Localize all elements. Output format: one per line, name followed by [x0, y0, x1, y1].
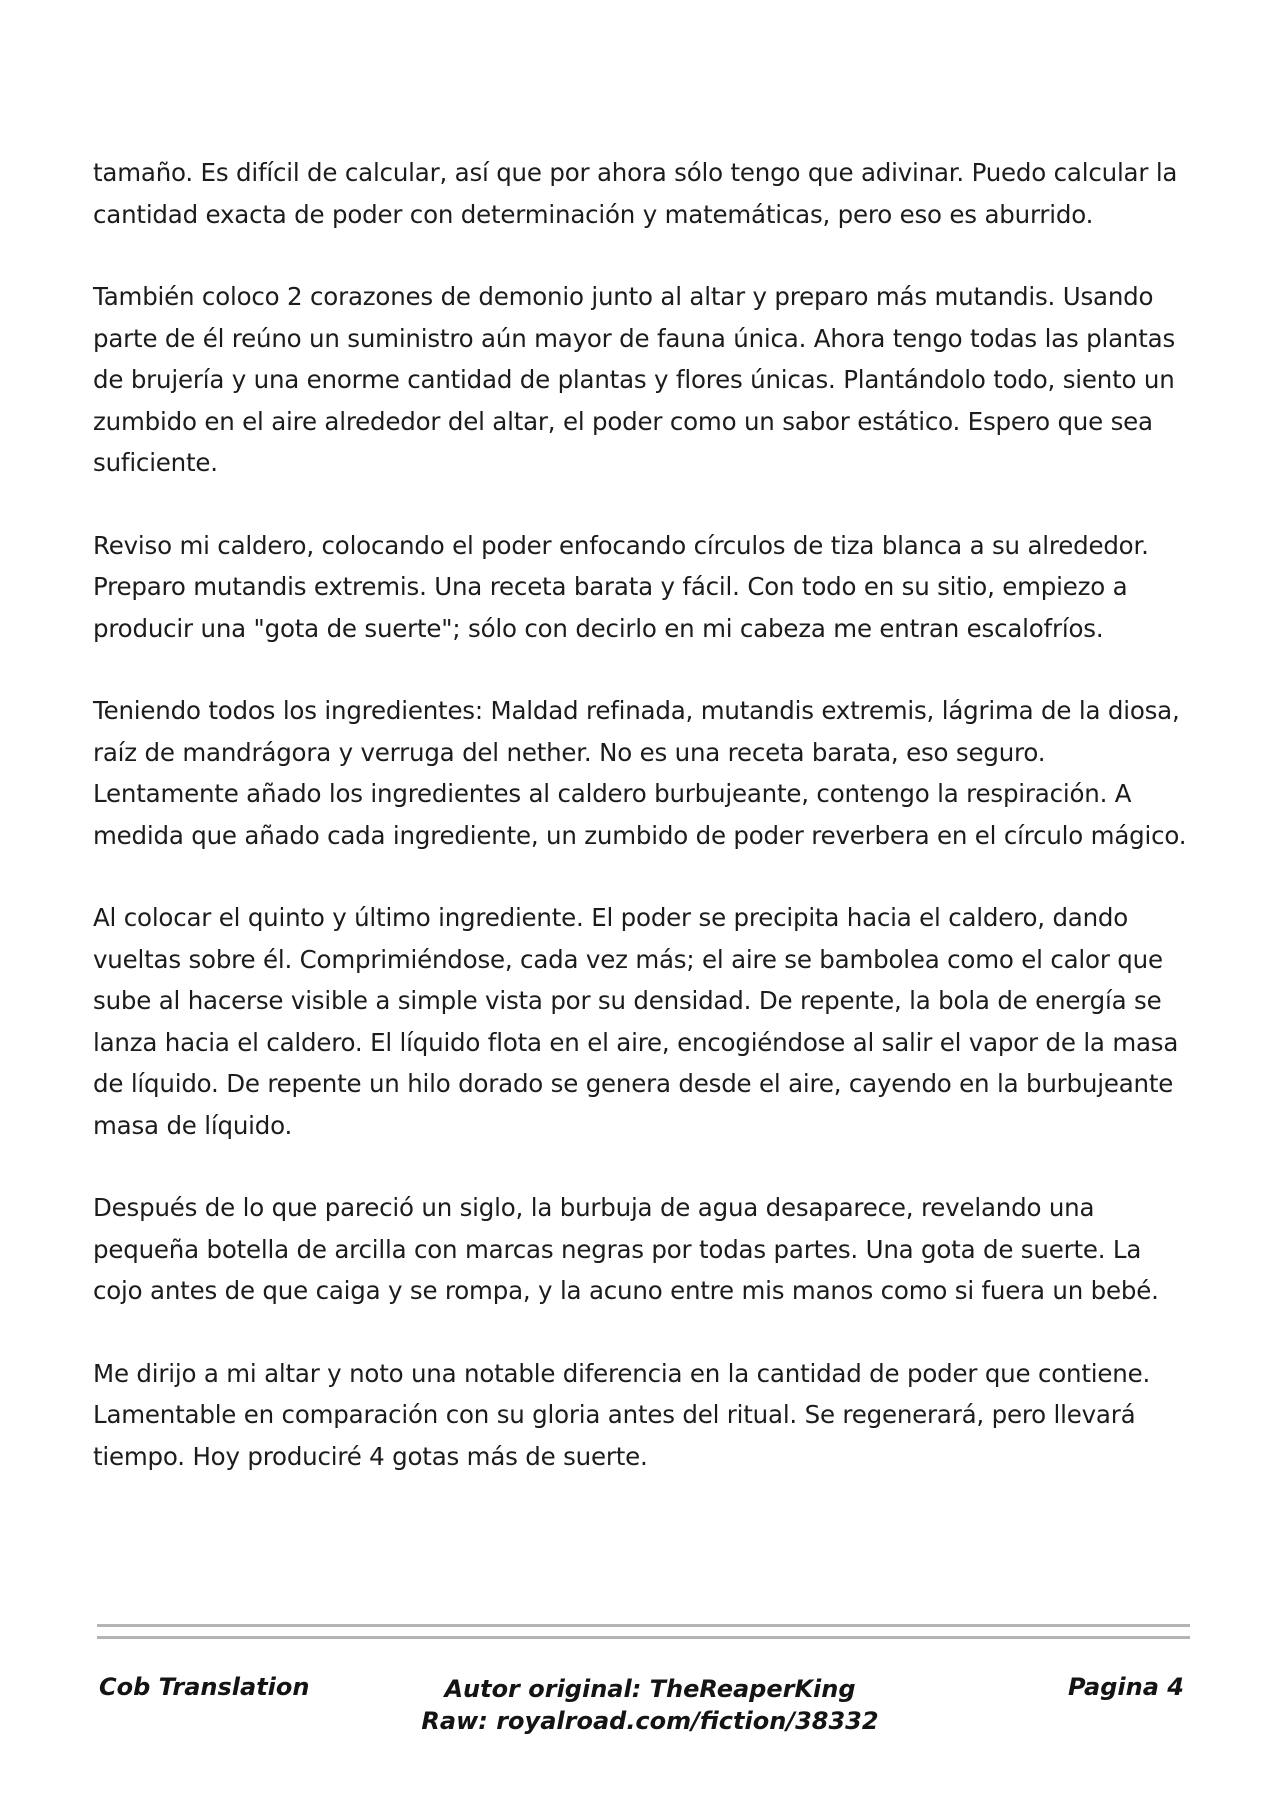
paragraph-6: Después de lo que pareció un siglo, la burbuja de agua desaparece, revelando una pequeña botella de arcilla con marcas negras por todas partes. Una gota de suerte. La cojo antes de que caiga y se rompa, y la acuno entre mis manos como si fuera un bebé. [93, 1193, 1159, 1305]
footer-original-author: Autor original: TheReaperKing [444, 1675, 856, 1703]
footer-translator: Cob Translation [99, 1673, 310, 1701]
paragraph-4: Teniendo todos los ingredientes: Maldad refinada, mutandis extremis, lágrima de la diosa, raíz de mandrágora y verruga del nether. No es una receta barata, eso seguro. Lentamente añado los ingredientes al caldero burbujeante, contengo la respiración. A medida que añado cada ingrediente, un zumbido de poder reverbera en el círculo mágico. [93, 696, 1187, 850]
footer-page-number: Pagina 4 [1068, 1673, 1184, 1701]
paragraph-7: Me dirijo a mi altar y noto una notable diferencia en la cantidad de poder que contiene. Lamentable en comparación con su gloria antes del ritual. Se regenerará, pero llevará tiempo. Hoy produciré 4 gotas más de suerte. [93, 1358, 1151, 1471]
footer-divider-bottom [97, 1636, 1190, 1639]
footer-credits [340, 1673, 960, 1737]
paragraph-5: Al colocar el quinto y último ingrediente. El poder se precipita hacia el caldero, dando vueltas sobre él. Comprimiéndose, cada vez más; el aire se bambolea como el calor que sube al hacerse visible a simple vista por su densidad. De repente, la bola de energía se lanza hacia el caldero. El líquido flota en el aire, encogiéndose al salir el vapor de la masa de líquido. De repente un hilo dorado se genera desde el aire, cayendo en la burbujeante masa de líquido. [93, 903, 1179, 1140]
footer-divider-top [97, 1624, 1190, 1627]
paragraph-3: Reviso mi caldero, colocando el poder enfocando círculos de tiza blanca a su alrededor. Preparo mutandis extremis. Una receta barata y fácil. Con todo en su sitio, empiezo a producir una "gota de suerte"; sólo con decirlo en mi cabeza me entran escalofríos. [93, 530, 1149, 643]
footer-raw-source: Raw: royalroad.com/fiction/38332 [421, 1707, 879, 1735]
body-text [93, 152, 1198, 1518]
paragraph-2: También coloco 2 corazones de demonio junto al altar y preparo más mutandis. Usando parte de él reúno un suministro aún mayor de fauna única. Ahora tengo todas las plantas de brujería y una enorme cantidad de plantas y flores únicas. Plantándolo todo, siento un zumbido en el aire alrededor del altar, el poder como un sabor estático. Espero que sea suficiente. [93, 282, 1176, 477]
paragraph-1: tamaño. Es difícil de calcular, así que por ahora sólo tengo que adivinar. Puedo calcular la cantidad exacta de poder con determinación y matemáticas, pero eso es aburrido. [93, 158, 1178, 229]
